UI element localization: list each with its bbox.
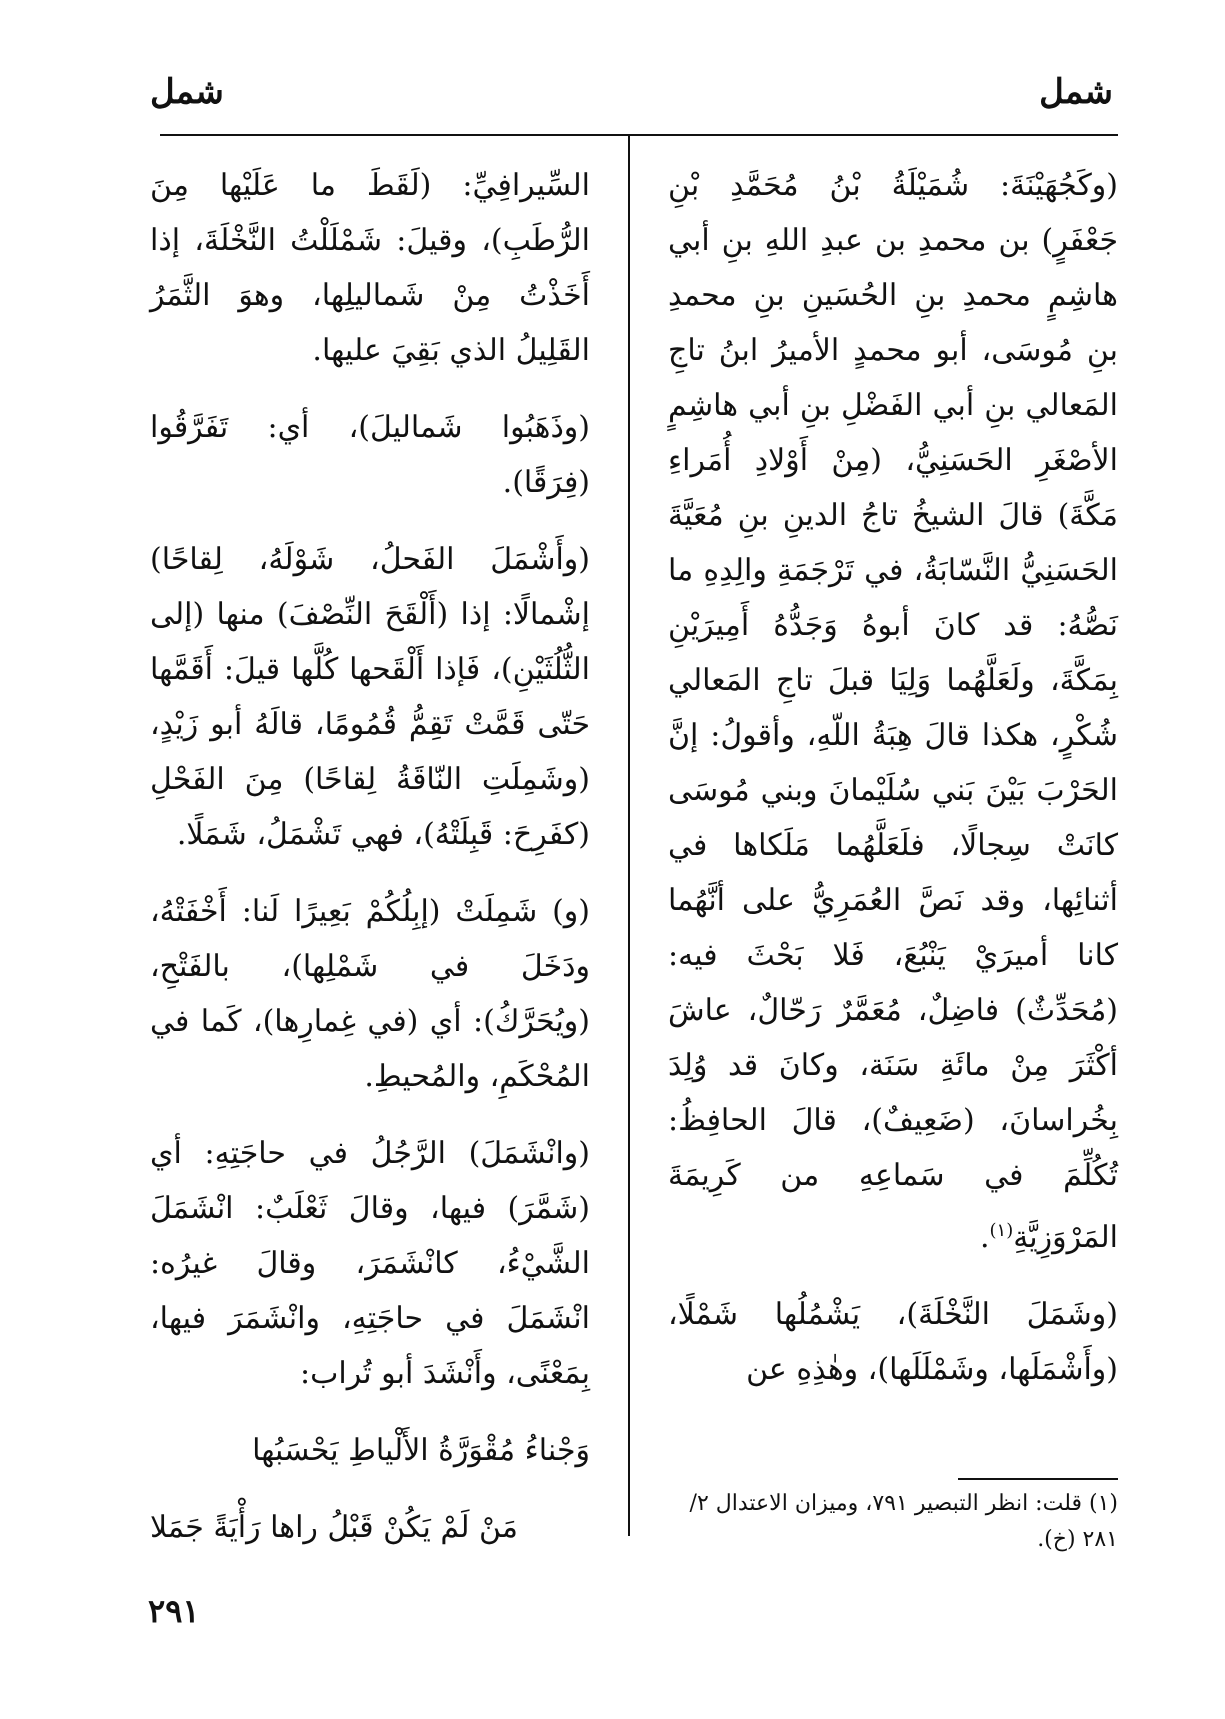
page-number: ٢٩١ — [148, 1592, 200, 1630]
paragraph: السِّيرافِيِّ: (لَقَطَ ما عَلَيْها مِنَ الرُّطَبِ)، وقيلَ: شَمْلَلْتُ النَّخْلَةَ، إذا أَخَذْتُ مِنْ شَماليلِها، وهوَ الثَّمَرُ القَلِيلُ الذي بَقِيَ عليها. — [150, 168, 590, 368]
verse-line-2: مَنْ لَمْ يَكُنْ قَبْلُ راها رَأْيَةً جَمَلا — [150, 1510, 518, 1545]
paragraph: (وكَجُهَيْنَةَ: شُمَيْلَةُ بْنُ مُحَمَّدِ بْنِ جَعْفَرٍ) بن محمدِ بن عبدِ اللهِ بنِ أبي هاشِمٍ محمدِ بنِ الحُسَينِ بنِ محمدِ بنِ مُوسَى، أبو محمدٍ الأميرُ ابنُ تاجِ المَعالي بنِ أبي الفَضْلِ بنِ أبي هاشِمٍ الأصْغَرِ الحَسَنِيُّ، (مِنْ أَوْلادِ أُمَراءِ مَكَّةَ) قالَ الشيخُ تاجُ الدينِ بنِ مُعَيَّةَ الحَسَنِيُّ النَّسّابَةُ، في تَرْجَمَةِ والِدِهِ ما نَصُّهُ: قد كانَ أبوهُ وَجَدُّهُ أَمِيرَيْنِ بِمَكَّةَ، ولَعَلَّهُما وَلِيَا قبلَ تاجِ المَعالي شُكْرٍ، هكذا قالَ هِبَةُ اللّهِ، وأقولُ: إنَّ الحَرْبَ بَيْنَ بَني سُلَيْمانَ وبني مُوسَى كانَتْ سِجالًا، فلَعَلَّهُما مَلَكاها في أثنائِها، وقد نَصَّ العُمَرِيُّ على أنَّهُما كانا أميرَيْ يَنْبُعَ، فَلا بَحْثَ فيه: (مُحَدِّثٌ) فاضِلٌ، مُعَمَّرٌ رَحّالٌ، عاشَ أكْثَرَ مِنْ مائَةِ سَنَة، وكانَ قد وُلِدَ بِخُراسانَ، (ضَعِيفٌ)، قالَ الحافِظُ: تُكُلِّمَ في سَماعِهِ من كَرِيمَةَ المَرْوَزِيَّةِ$^{(١)}$. — [668, 168, 1118, 1255]
header-rule — [160, 134, 1118, 136]
left-column — [150, 158, 590, 1577]
paragraph: (وأَشْمَلَ الفَحلُ، شَوْلَهُ، لِقاحًا) إشْمالًا: إذا (أَلْقَحَ النِّصْفَ) منها (إلى الثُّلُثَيْنِ)، فَإذا أَلْقَحها كُلَّها قيلَ: أَقَمَّها حَتّى قَمَّتْ تَقِمُّ قُمُومًا، قالَهُ أبو زَيْدٍ، (وشَمِلَتِ النّاقَةُ لِقاحًا) مِنَ الفَحْلِ (كفَرِحَ: قَبِلَتْهُ)، فهي تَشْمَلُ، شَمَلًا. — [150, 542, 590, 852]
verse-line-1: وَجْناءُ مُقْوَرَّةُ الأَلْياطِ يَحْسَبُها — [252, 1433, 590, 1468]
running-head-left: شمل — [150, 72, 224, 112]
column-divider — [628, 136, 630, 1536]
paragraph: (و) شَمِلَتْ (إبِلُكُمْ بَعِيرًا لَنا: أَخْفَتْهُ، ودَخَلَ في شَمْلِها)، بالفَتْحِ، (ويُحَرَّكُ): أي (في غِمارِها)، كَما في المُحْكَمِ، والمُحيطِ. — [150, 894, 590, 1094]
paragraph: (وشَمَلَ النَّخْلَةَ)، يَشْمُلُها شَمْلًا، (وأَشْمَلَها، وشَمْلَلَها)، وهٰذِهِ عن — [668, 1297, 1118, 1387]
footnote: (١) قلت: انظر التبصير ٧٩١، وميزان الاعتدال ٢/ ٢٨١ (خ). — [689, 1491, 1118, 1552]
footnote-marker: (١) — [989, 1220, 1014, 1241]
paragraph: (وذَهَبُوا شَماليلَ)، أي: تَفَرَّقُوا (فِرَقًا). — [150, 410, 590, 500]
paragraph: (وانْشَمَلَ) الرَّجُلُ في حاجَتِهِ: أي (شَمَّرَ) فيها، وقالَ ثَعْلَبٌ: انْشَمَلَ الشَّيْءُ، كانْشَمَرَ، وقالَ غيرُه: انْشَمَلَ في حاجَتِهِ، وانْشَمَرَ فيها، بِمَعْنًى، وأَنْشَدَ أبو تُراب: — [150, 1136, 590, 1391]
running-head-right: شمل — [1039, 72, 1113, 112]
right-column — [668, 158, 1118, 1419]
footnote-rule — [958, 1478, 1118, 1480]
